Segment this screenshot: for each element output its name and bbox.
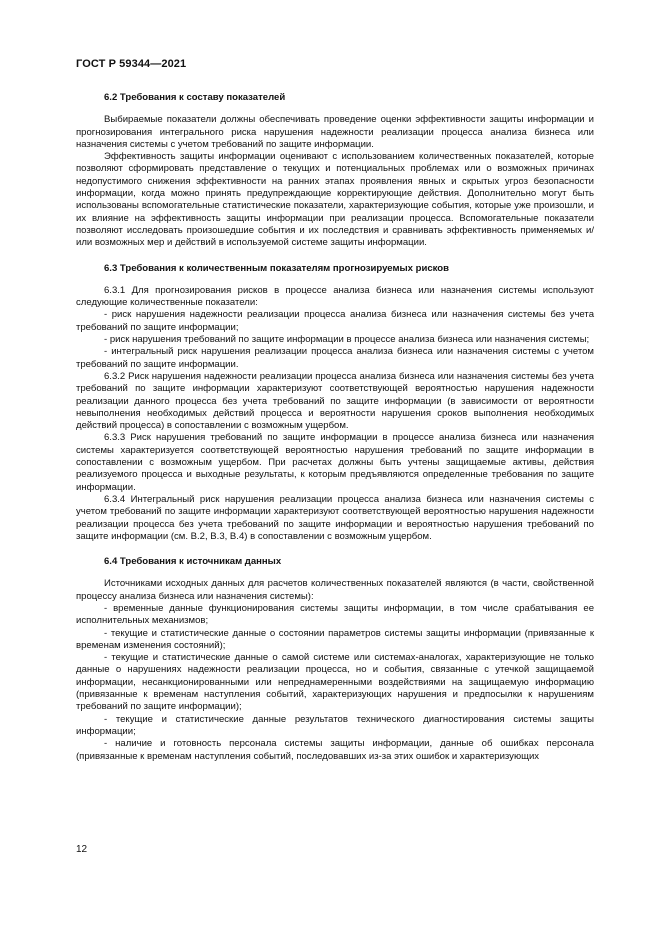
- section-heading: 6.2 Требования к составу показателей: [104, 92, 286, 103]
- list-item: - текущие и статистические данные результатов технического диагностирования системы защиты информации;: [76, 713, 594, 737]
- list-item: - текущие и статистические данные о состоянии параметров системы защиты информации (привязанные к временам изменения состояний);: [76, 627, 594, 651]
- paragraph: Источниками исходных данных для расчетов количественных показателей являются (в части, свойственной процессу анализа бизнеса или назначения системы):: [76, 578, 594, 602]
- document-body: [76, 92, 594, 776]
- list-item: - текущие и статистические данные о самой системе или системах-аналогах, характеризующие не только данные о нарушениях надежности реализации процесса, но и события, связанные с утечкой защищаемой информации, несанкционированными или непреднамеренными воздействиями на защищаемую информацию (привязанные к временам наступления событий, характеризующих нарушения и предпосылки к нарушениям требований по защите информации);: [76, 652, 594, 713]
- section-6-4: [76, 556, 594, 763]
- paragraph: 6.3.3 Риск нарушения требований по защите информации в процессе анализа бизнеса или назначения системы характеризуется соответствующей вероятностью нарушения требований по защите информации в сопоставлении с возможным ущербом. При расчетах должны быть учтены защищаемые активы, действия реализуемого процесса и выходные результаты, к которым предъявляются определенные требования по защите информации.: [76, 432, 594, 493]
- list-item: - временные данные функционирования системы защиты информации, в том числе срабатывания ее исполнительных механизмов;: [76, 602, 594, 627]
- paragraph: 6.3.4 Интегральный риск нарушения реализации процесса анализа бизнеса или назначения системы с учетом требований по защите информации характеризуют соответствующей вероятностью нарушения надежности реализации процесса без учета требований по защите информации и вероятностью нарушения требований по защите информации (см. В.2, В.3, В.4) в сопоставлении с возможным ущербом.: [76, 493, 594, 542]
- section-heading: 6.3 Требования к количественным показателям прогнозируемых рисков: [104, 262, 449, 274]
- list-item: - риск нарушения требований по защите информации в процессе анализа бизнеса или назначения системы;: [104, 334, 590, 346]
- paragraph: Выбираемые показатели должны обеспечивать проведение оценки эффективности защиты информации и прогнозирования интегрального риска нарушения надежности реализации процесса анализа бизнеса или назначения системы с учетом требований по защите информации.: [76, 114, 594, 150]
- section-6-2: [76, 92, 594, 250]
- paragraph: Эффективность защиты информации оценивают с использованием количественных показателей, которые позволяют сформировать представление о текущих и потенциальных проблемах или о возможных причинах недопустимого снижения эффективности на ранних этапах проявления явных и скрытых угроз безопасности информации, когда можно принять предупреждающие корректирующие действия. Дополнительно могут быть использованы вспомогательные статистические показатели, характеризующие события, которые уже произошли, и их влияние на эффективность защиты информации при реализации процесса. Вспомогательные показатели позволяют исследовать произошедшие события и их последствия и сравнивать эффективность применяемых и/или возможных мер и действий в используемой системе защиты информации.: [76, 151, 594, 249]
- list-item: - риск нарушения надежности реализации процесса анализа бизнеса или назначения системы без учета требований по защите информации;: [76, 309, 594, 333]
- paragraph: 6.3.2 Риск нарушения надежности реализации процесса анализа бизнеса или назначения системы без учета требований по защите информации характеризуют соответствующей вероятностью нарушения надежности реализации данного процесса без учета требований по защите информации (в зависимости от вероятности невыполнения необходимых действий процесса и вероятности нарушения сроков выполнения необходимых действий процесса) в сопоставлении с возможным ущербом.: [76, 370, 594, 432]
- page-number: 12: [76, 844, 88, 855]
- list-item: - интегральный риск нарушения реализации процесса анализа бизнеса или назначения системы с учетом требований по защите информации.: [76, 346, 594, 370]
- section-6-3: [76, 263, 594, 544]
- document-header: ГОСТ Р 59344—2021: [76, 58, 187, 70]
- section-heading: 6.4 Требования к источникам данных: [104, 556, 282, 568]
- paragraph: 6.3.1 Для прогнозирования рисков в процессе анализа бизнеса или назначения системы используют следующие количественные показатели:: [76, 284, 594, 309]
- list-item: - наличие и готовность персонала системы защиты информации, данные об ошибках персонала (привязанные к временам наступления событий, последовавших из-за этих ошибок и характеризующих: [76, 738, 594, 762]
